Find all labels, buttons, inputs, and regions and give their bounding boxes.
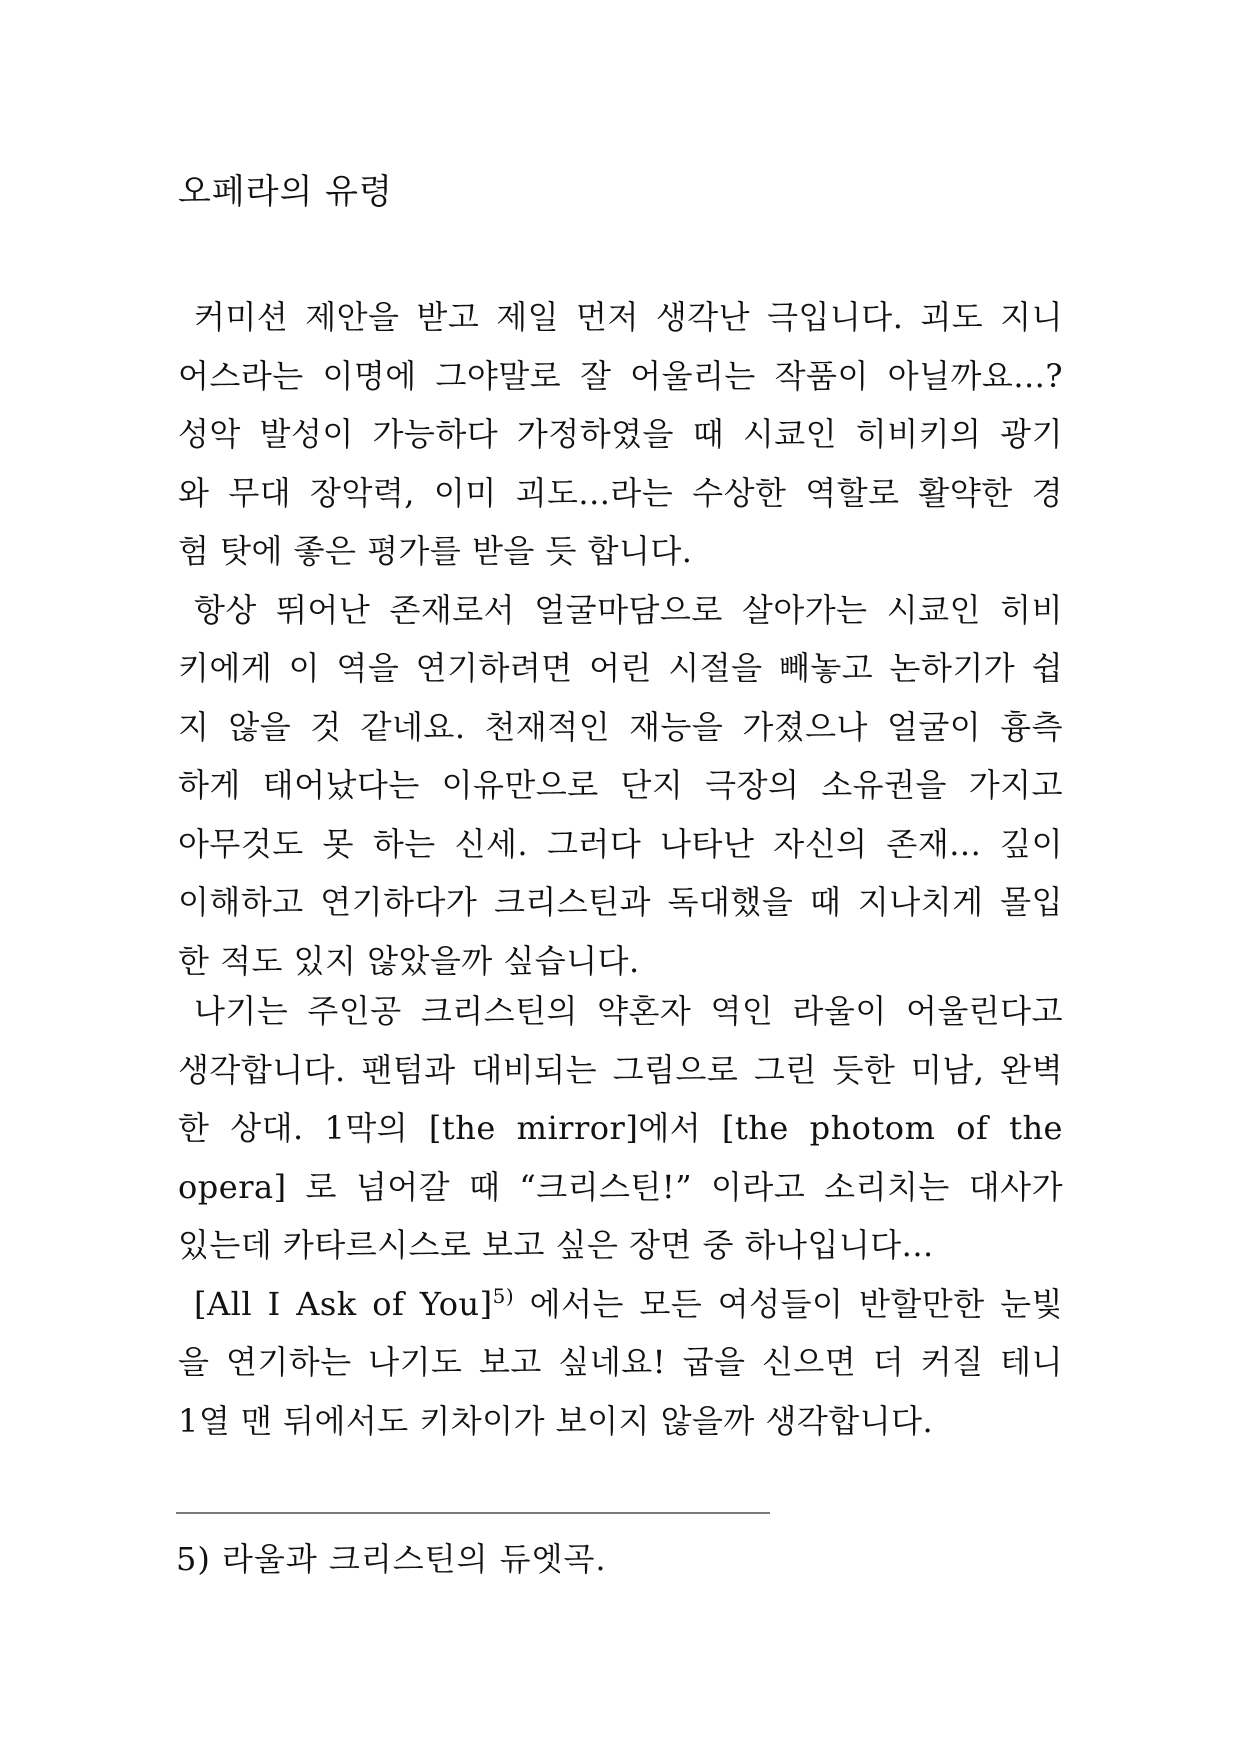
text-line: 아무것도 못 하는 신세. 그러다 나타난 자신의 존재... 깊이 bbox=[178, 824, 1063, 863]
text-line: 이해하고 연기하다가 크리스틴과 독대했을 때 지나치게 몰입 bbox=[178, 883, 1063, 921]
section-2 bbox=[178, 982, 1063, 1450]
text-span: 에서는 모든 여성들이 반할만한 눈빛 bbox=[514, 1284, 1063, 1323]
text-line: 와 무대 장악력, 이미 괴도...라는 수상한 역할로 활약한 경 bbox=[178, 473, 1063, 512]
section-1 bbox=[178, 288, 1063, 990]
paragraph-4 bbox=[178, 1275, 1063, 1451]
text-line: 을 연기하는 나기도 보고 싶네요! 굽을 신으면 더 커질 테니 bbox=[178, 1343, 1063, 1381]
footnote-text: 라울과 크리스틴의 듀엣곡. bbox=[222, 1540, 607, 1578]
footnote-reference[interactable]: 5) bbox=[492, 1283, 515, 1308]
text-line: 커미션 제안을 받고 제일 먼저 생각난 극입니다. 괴도 지니 bbox=[194, 298, 1063, 336]
text-line: 하게 태어났다는 이유만으로 단지 극장의 소유권을 가지고 bbox=[178, 766, 1063, 804]
text-line: 성악 발성이 가능하다 가정하였을 때 시쿄인 히비키의 광기 bbox=[178, 415, 1063, 453]
text-line: opera] 로 넘어갈 때 “크리스틴!” 이라고 소리치는 대사가 bbox=[178, 1167, 1063, 1206]
text-span: [All I Ask of You] bbox=[194, 1284, 493, 1323]
text-line-with-footnote-ref bbox=[178, 1275, 1063, 1334]
paragraph-2 bbox=[178, 581, 1063, 991]
text-line: 키에게 이 역을 연기하려면 어린 시절을 빼놓고 논하기가 쉽 bbox=[178, 649, 1063, 687]
paragraph-3 bbox=[178, 982, 1063, 1275]
text-line: 어스라는 이명에 그야말로 잘 어울리는 작품이 아닐까요...? bbox=[178, 356, 1063, 395]
text-line: 항상 뛰어난 존재로서 얼굴마담으로 살아가는 시쿄인 히비 bbox=[194, 590, 1063, 629]
text-line: 생각합니다. 팬텀과 대비되는 그림으로 그린 듯한 미남, 완벽 bbox=[178, 1050, 1063, 1089]
text-line: 험 탓에 좋은 평가를 받을 듯 합니다. bbox=[178, 532, 693, 570]
text-line: 나기는 주인공 크리스틴의 약혼자 역인 라울이 어울린다고 bbox=[194, 992, 1063, 1030]
footnote bbox=[176, 1530, 607, 1588]
footnote-marker: 5) bbox=[176, 1540, 211, 1578]
text-line: 한 적도 있지 않았을까 싶습니다. bbox=[178, 941, 640, 980]
footnote-divider bbox=[176, 1512, 770, 1514]
text-line: 지 않을 것 같네요. 천재적인 재능을 가졌으나 얼굴이 흉측 bbox=[178, 707, 1063, 746]
paragraph-1 bbox=[178, 288, 1063, 581]
document-title: 오페라의 유령 bbox=[178, 172, 393, 212]
text-line: 있는데 카타르시스로 보고 싶은 장면 중 하나입니다... bbox=[178, 1226, 934, 1264]
text-line: 한 상대. 1막의 [the mirror]에서 [the photom of the bbox=[178, 1109, 1063, 1147]
text-line: 1열 맨 뒤에서도 키차이가 보이지 않을까 생각합니다. bbox=[178, 1401, 934, 1440]
